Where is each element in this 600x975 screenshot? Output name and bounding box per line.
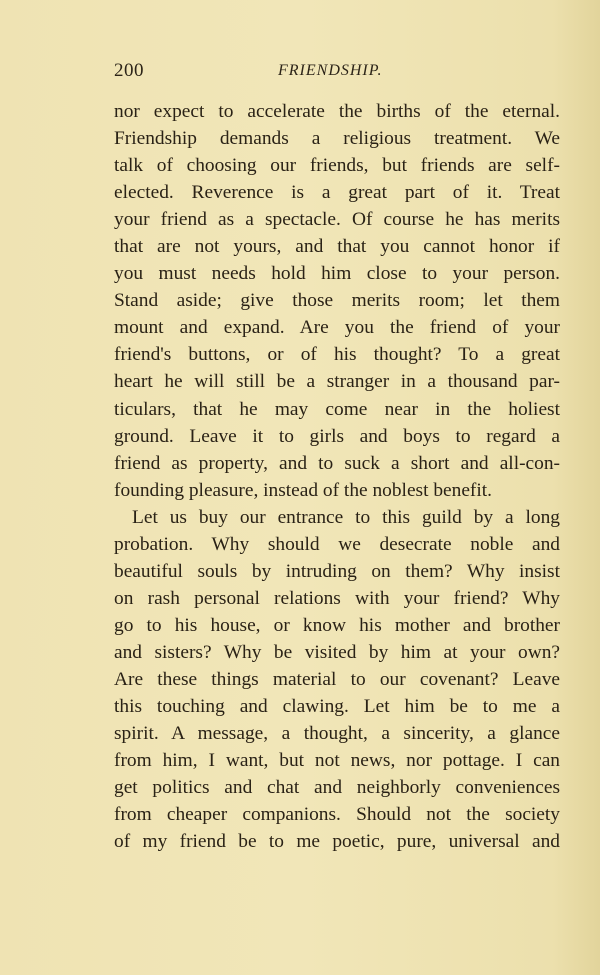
text-line: spirit. A message, a thought, a sincerity, a glance: [114, 723, 560, 745]
running-title: FRIENDSHIP.: [278, 62, 383, 79]
text-line: from him, I want, but not news, nor pottage. I can: [114, 750, 560, 772]
text-line: on rash personal relations with your friend? Why: [114, 587, 560, 609]
text-line: Stand aside; give those merits room; let them: [114, 290, 560, 312]
text-line: you must needs hold him close to your person.: [114, 263, 560, 285]
paragraph-1: [114, 98, 560, 504]
text-line: friend's buttons, or of his thought? To a great: [114, 344, 560, 366]
text-line: this touching and clawing. Let him be to me a: [114, 696, 560, 718]
text-line: from cheaper companions. Should not the society: [114, 804, 560, 826]
text-line: ticulars, that he may come near in the holiest: [114, 398, 560, 420]
text-line: ground. Leave it to girls and boys to regard a: [114, 425, 560, 447]
text-line: and sisters? Why be visited by him at your own?: [114, 641, 560, 663]
text-line: friend as property, and to suck a short and all-con-: [114, 452, 560, 474]
text-line: Friendship demands a religious treatment. We: [114, 128, 560, 150]
text-line: Are these things material to our covenant? Leave: [114, 668, 560, 690]
text-line: Let us buy our entrance to this guild by a long: [132, 506, 560, 528]
paragraph-2: [114, 504, 560, 856]
text-line: beautiful souls by intruding on them? Why insist: [114, 560, 560, 582]
text-line: founding pleasure, instead of the noblest benefit.: [114, 479, 493, 501]
text-line: heart he will still be a stranger in a thousand par-: [114, 371, 560, 393]
page-number: 200: [114, 60, 144, 81]
text-line: probation. Why should we desecrate noble and: [114, 533, 560, 555]
text-line: your friend as a spectacle. Of course he has merits: [114, 209, 560, 231]
text-line: elected. Reverence is a great part of it. Treat: [114, 182, 560, 204]
text-line: mount and expand. Are you the friend of your: [114, 317, 560, 339]
text-line: talk of choosing our friends, but friends are self-: [114, 155, 560, 177]
text-line: get politics and chat and neighborly conveniences: [114, 777, 560, 799]
text-line: go to his house, or know his mother and brother: [114, 614, 560, 636]
body-text: [114, 98, 560, 855]
text-line: of my friend be to me poetic, pure, universal and: [114, 831, 560, 853]
text-line: nor expect to accelerate the births of the eternal.: [114, 101, 560, 122]
text-line: that are not yours, and that you cannot honor if: [114, 236, 560, 258]
page-header: [114, 60, 560, 86]
